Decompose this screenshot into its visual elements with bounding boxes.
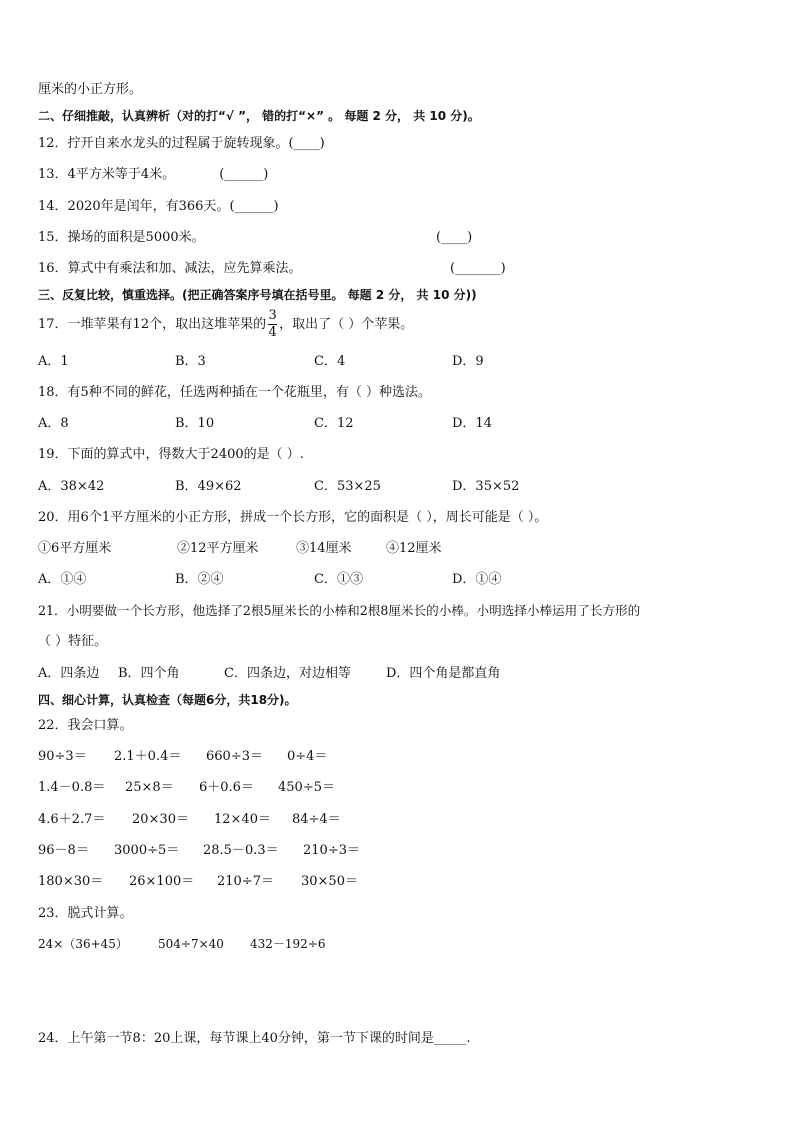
q18-option-b: B．10 (175, 416, 215, 431)
q22-r1-c1: 90÷3＝ (38, 749, 87, 764)
q15: 15．操场的面积是5000米。 (38, 230, 205, 245)
q17-fraction (268, 309, 277, 340)
q22-r3-c2: 20×30＝ (132, 812, 189, 827)
q17-option-b: B．3 (175, 354, 206, 369)
q19: 19．下面的算式中，得数大于2400的是（ ）. (38, 447, 304, 462)
q22-r5-c4: 30×50＝ (301, 874, 358, 889)
section2-heading: 二、仔细推敲，认真辨析（对的打“√ ”， 错的打“×” 。 每题 2 分， 共 10 分)。 (38, 109, 480, 123)
q22-r3-c3: 12×40＝ (214, 812, 271, 827)
q20: 20．用6个1平方厘米的小正方形，拼成一个长方形，它的面积是（ ），周长可能是（ ）。 (38, 510, 548, 525)
q18-option-d: D．14 (452, 416, 492, 431)
q18-option-a: A．8 (38, 416, 69, 431)
q22-r1-c3: 660÷3＝ (206, 749, 263, 764)
q12: 12．拧开自来水龙头的过程属于旋转现象。(____) (38, 136, 325, 151)
top-fragment: 厘米的小正方形。 (38, 82, 143, 97)
q20-choice-3: ③14厘米 (296, 541, 352, 556)
q22-r2-c1: 1.4－0.8＝ (38, 780, 106, 795)
section3-heading: 三、反复比较，慎重选择。(把正确答案序号填在括号里。 每题 2 分， 共 10 分)) (38, 288, 477, 302)
q13 (38, 166, 268, 184)
q24: 24．上午第一节8：20上课，每节课上40分钟，第一节下课的时间是_____. (38, 1031, 471, 1046)
q20-choice-2: ②12平方厘米 (177, 541, 259, 556)
q17-option-d: D．9 (452, 354, 484, 369)
q20-option-a: A．①④ (38, 572, 87, 587)
q17 (38, 308, 413, 342)
q23-expr-3: 432－192÷6 (250, 937, 326, 951)
q22-r4-c1: 96－8＝ (38, 843, 89, 858)
q21-line1: 21．小明要做一个长方形，他选择了2根5厘米长的小棒和2根8厘米长的小棒。小明选择小棒运用了长方形的 (38, 603, 641, 618)
q23-expr-1: 24×（36+45） (38, 937, 128, 951)
q16-blank: (_______) (450, 261, 506, 276)
q22-r3-c1: 4.6＋2.7＝ (38, 812, 106, 827)
section4-heading: 四、细心计算，认真检查（每题6分，共18分)。 (38, 693, 297, 707)
q22-r5-c1: 180×30＝ (38, 874, 104, 889)
q17-post: ，取出了（ ）个苹果。 (279, 317, 414, 332)
q22-r2-c4: 450÷5＝ (278, 780, 335, 795)
q20-choice-1: ①6平方厘米 (38, 541, 112, 556)
q23-expr-2: 504÷7×40 (158, 937, 224, 951)
q23-title: 23．脱式计算。 (38, 906, 133, 921)
q22-r1-c4: 0÷4＝ (287, 749, 328, 764)
q20-option-b: B．②④ (175, 572, 224, 587)
q13-blank: (______) (219, 167, 269, 182)
q19-option-a: A．38×42 (38, 479, 105, 494)
q17-numerator: 3 (268, 308, 277, 323)
q21-option-b: B．四个角 (118, 666, 180, 681)
q22-r3-c4: 84÷4＝ (292, 812, 341, 827)
q21-option-c: C．四条边，对边相等 (224, 666, 351, 681)
q21-line2: （ ）特征。 (38, 634, 108, 649)
q13-text: 13．4平方米等于4米。 (38, 167, 176, 182)
q22-r4-c3: 28.5－0.3＝ (203, 843, 279, 858)
q17-pre: 17．一堆苹果有12个，取出这堆苹果的 (38, 317, 267, 332)
q17-option-a: A．1 (38, 354, 69, 369)
q17-denominator: 4 (268, 325, 277, 340)
q22-r2-c3: 6＋0.6＝ (199, 780, 254, 795)
q22-r5-c3: 210÷7＝ (217, 874, 274, 889)
q22-r2-c2: 25×8＝ (125, 780, 174, 795)
q20-option-d: D．①④ (452, 572, 502, 587)
q20-option-c: C．①③ (314, 572, 363, 587)
q14: 14．2020年是闰年，有366天。(______) (38, 199, 279, 214)
q21-option-a: A．四条边 (38, 666, 100, 681)
q21-option-d: D．四个角是都直角 (386, 666, 501, 681)
q19-option-d: D．35×52 (452, 479, 520, 494)
q22-r4-c4: 210÷3＝ (303, 843, 360, 858)
q22-r5-c2: 26×100＝ (129, 874, 195, 889)
q19-option-c: C．53×25 (314, 479, 381, 494)
q22-title: 22．我会口算。 (38, 718, 133, 733)
q20-choice-4: ④12厘米 (386, 541, 442, 556)
q22-r1-c2: 2.1＋0.4＝ (114, 749, 182, 764)
q22-r4-c2: 3000÷5＝ (114, 843, 180, 858)
q17-option-c: C．4 (314, 354, 346, 369)
q19-option-b: B．49×62 (175, 479, 242, 494)
q15-blank: (____) (436, 230, 473, 245)
q16: 16．算式中有乘法和加、减法，应先算乘法。 (38, 261, 302, 276)
q18: 18．有5种不同的鲜花，任选两种插在一个花瓶里，有（ ）种选法。 (38, 385, 431, 400)
q18-option-c: C．12 (314, 416, 354, 431)
